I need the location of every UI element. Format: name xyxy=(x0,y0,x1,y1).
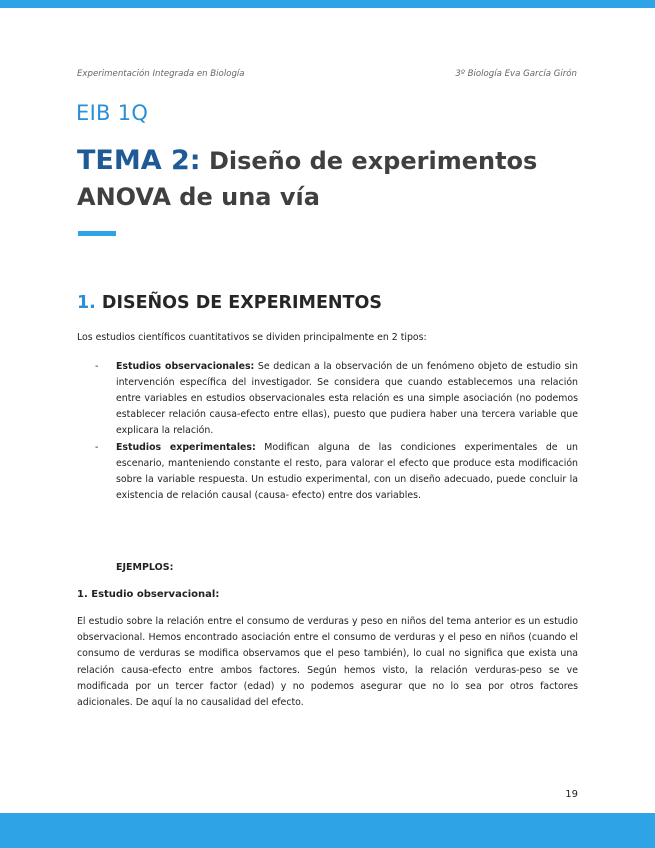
section-heading xyxy=(77,293,382,313)
list-item-term: Estudios observacionales: xyxy=(116,361,255,372)
example-paragraph: El estudio sobre la relación entre el consumo de verduras y peso en niños del tema anterior es un estudio observacional. Hemos encontrado asociación entre el consumo de verduras y el peso en niños (cuando el consumo de verduras se modifica observamos que el peso también), lo cual no significa que exista una relación causa-efecto entre ambos factores. Según hemos visto, la relación verduras-peso se ve modificada por un tercer factor (edad) y no podemos asegurar que no lo sea por otros factores adicionales. De aquí la no causalidad del efecto. xyxy=(77,616,578,709)
list-item-observational xyxy=(95,359,578,439)
study-types-list xyxy=(95,359,578,505)
example-subheading: 1. Estudio observacional: xyxy=(77,589,220,600)
chapter-title xyxy=(77,143,597,215)
title-underline xyxy=(78,231,116,236)
chapter-number: TEMA 2: xyxy=(77,145,201,176)
list-item-experimental xyxy=(95,440,578,504)
bullet-dash: - xyxy=(95,442,99,453)
chapter-title-text: Diseño de experimentos xyxy=(208,147,538,175)
section-title: DISEÑOS DE EXPERIMENTOS xyxy=(101,293,382,313)
course-code: EIB 1Q xyxy=(76,101,149,125)
section-number: 1. xyxy=(77,293,96,313)
chapter-title-line-2: ANOVA de una vía xyxy=(77,183,320,211)
section-intro: Los estudios científicos cuantitativos se dividen principalmente en 2 tipos: xyxy=(77,332,427,343)
running-header-course: Experimentación Integrada en Biología xyxy=(77,69,245,79)
examples-label: EJEMPLOS: xyxy=(116,562,174,573)
page-number: 19 xyxy=(565,789,578,800)
bullet-dash: - xyxy=(95,361,99,372)
bottom-accent-bar xyxy=(0,813,655,848)
running-header-author: 3º Biología Eva García Girón xyxy=(455,69,577,79)
list-item-term: Estudios experimentales: xyxy=(116,442,256,453)
top-accent-bar xyxy=(0,0,655,8)
chapter-title-line-1 xyxy=(77,143,597,179)
list-item-text: Modifican alguna de las condiciones experimentales de un escenario, manteniendo constante el resto, para valorar el efecto que produce esta modificación sobre la variable respuesta. Un estudio experimental, con un diseño adecuado, puede concluir la existencia de relación causal (causa- efecto) entre dos variables. xyxy=(116,442,578,501)
list-item-text: Se dedican a la observación de un fenómeno objeto de estudio sin intervención específica del investigador. Se considera que cuando establecemos una relación entre variables en estudios observacionales esta relación es una simple asociación (no podemos establecer relación causa-efecto entre ellas), puesto que pudiera haber una tercera variable que explicara la relación. xyxy=(116,361,578,436)
